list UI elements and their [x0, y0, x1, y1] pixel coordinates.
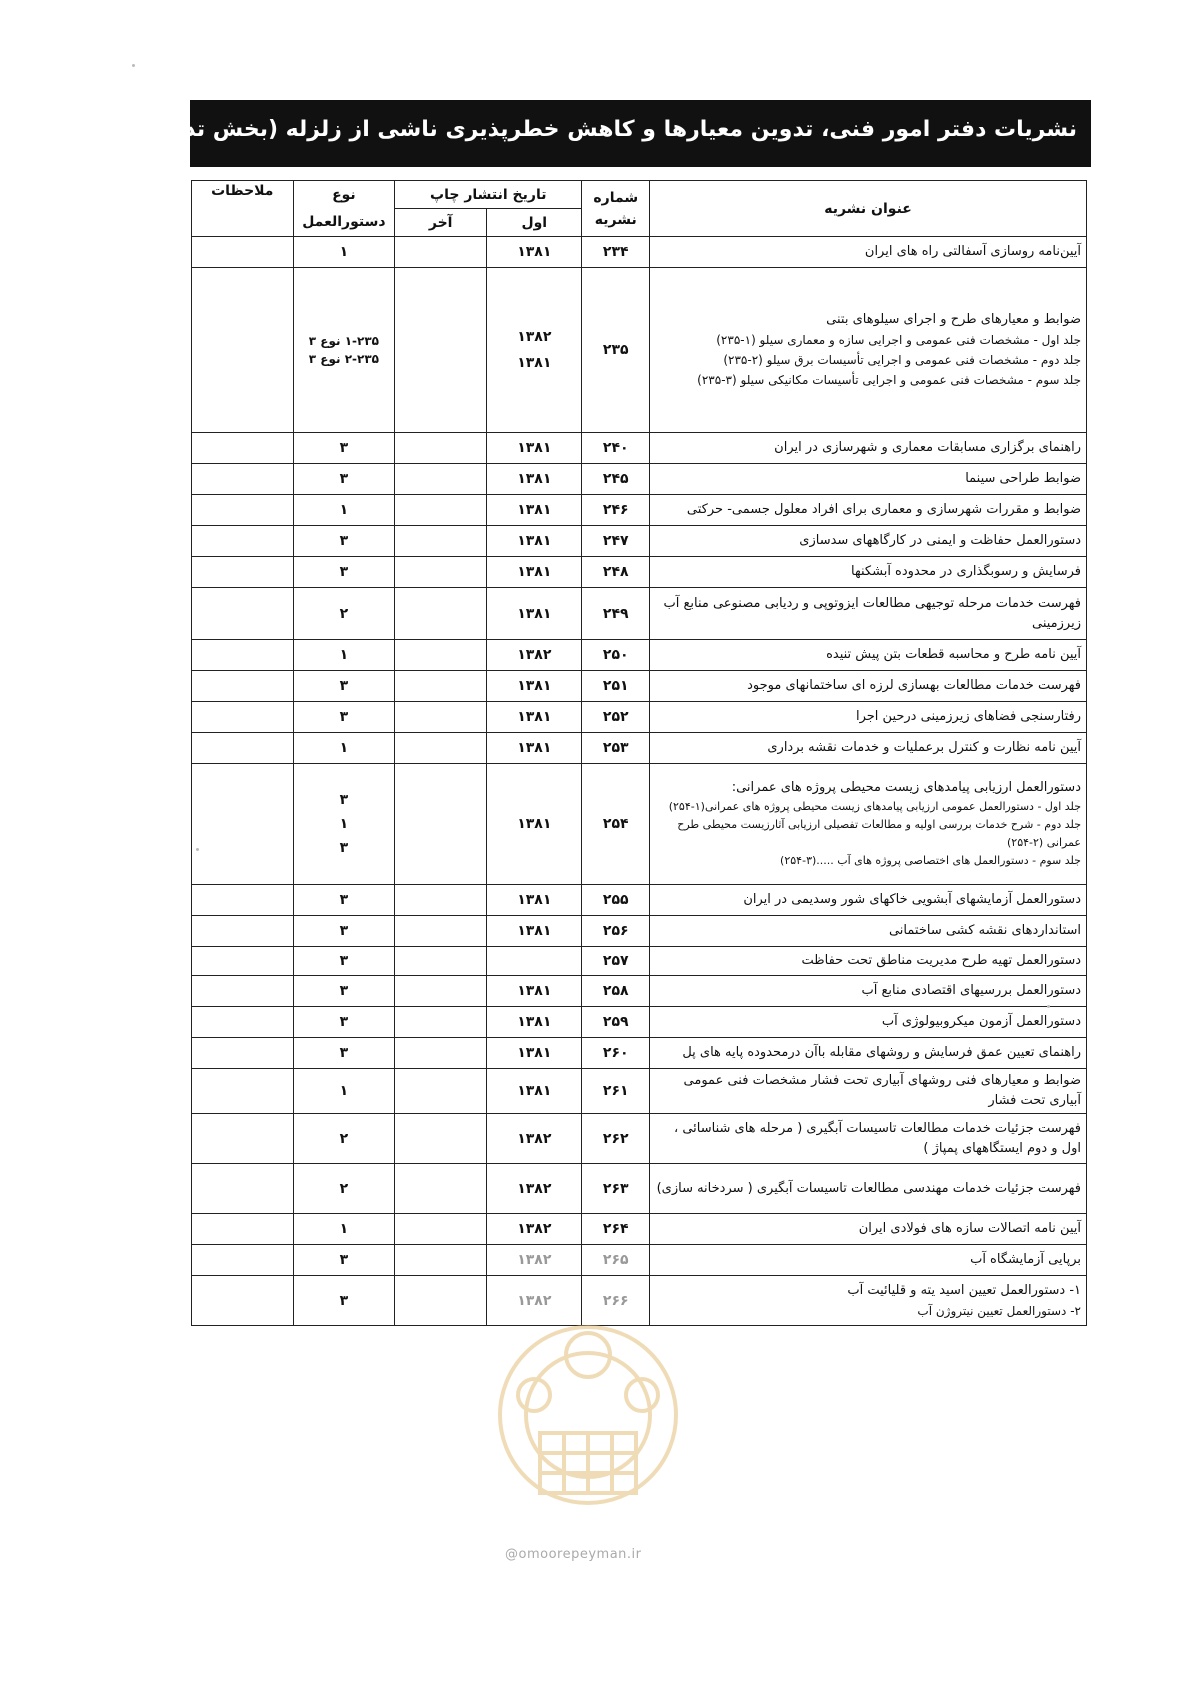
publication-title: [650, 640, 1087, 671]
type-value: ۳: [339, 471, 349, 487]
table-row: [192, 1007, 1087, 1038]
publication-number: ۲۶۴: [582, 1214, 650, 1245]
last-print-date: [395, 1214, 487, 1245]
publication-number: ۲۵۳: [582, 733, 650, 764]
instruction-type: [293, 1069, 395, 1114]
title-line: برپایی آزمایشگاه آب: [970, 1252, 1081, 1267]
table-row: [192, 976, 1087, 1007]
title-line: فهرست خدمات مرحله توجیهی مطالعات ایزوتوپی و ردیابی مصنوعی منابع آب زیرزمینی: [663, 595, 1081, 631]
table-row: [192, 671, 1087, 702]
notes-cell: [192, 916, 294, 947]
first-print-date: [487, 526, 582, 557]
type-value: ۱: [339, 647, 349, 663]
notes-cell: [192, 640, 294, 671]
title-line: ضوابط و معیارهای طرح و اجرای سیلوهای بتنی: [826, 312, 1081, 327]
type-value: ۳: [339, 564, 349, 580]
header-type-line1: نوع: [293, 181, 395, 209]
table-row: [192, 885, 1087, 916]
title-line: ضوابط و معیارهای فنی روشهای آبیاری تحت فشار مشخصات فنی عمومی آبیاری تحت فشار: [683, 1073, 1081, 1108]
type-value: ۲: [339, 1180, 349, 1197]
instruction-type: [293, 526, 395, 557]
publication-title: [650, 557, 1087, 588]
table-row: [192, 640, 1087, 671]
first-print-date: [487, 1069, 582, 1114]
last-print-date: [395, 671, 487, 702]
title-line: استانداردهای نقشه کشی ساختمانی: [888, 923, 1081, 938]
notes-cell: [192, 268, 294, 433]
first-print-date: [487, 916, 582, 947]
first-date-value: ۱۳۸۲: [517, 1221, 552, 1237]
notes-cell: [192, 1114, 294, 1164]
publication-number: ۲۳۴: [582, 237, 650, 268]
table-row: [192, 1038, 1087, 1069]
header-type-line2: دستورالعمل: [293, 209, 395, 237]
publication-title: [650, 1245, 1087, 1276]
publication-title: [650, 1214, 1087, 1245]
table-row: [192, 764, 1087, 885]
last-print-date: [395, 1276, 487, 1326]
instruction-type: [293, 671, 395, 702]
type-value: ۱: [339, 244, 349, 260]
title-line: دستورالعمل بررسیهای اقتصادی منابع آب: [861, 983, 1081, 998]
type-value: ۳: [339, 983, 349, 999]
table-row: [192, 433, 1087, 464]
first-date-value: ۱۳۸۲: [517, 647, 552, 663]
last-print-date: [395, 733, 487, 764]
table-body: [192, 237, 1087, 1326]
notes-cell: [192, 1245, 294, 1276]
notes-cell: [192, 764, 294, 885]
publication-number: ۲۴۰: [582, 433, 650, 464]
last-print-date: [395, 237, 487, 268]
table-row: [192, 464, 1087, 495]
title-line: دستورالعمل ارزیابی پیامدهای زیست محیطی پروژه های عمرانی:: [731, 780, 1081, 795]
notes-cell: [192, 671, 294, 702]
publication-title: [650, 947, 1087, 976]
notes-cell: [192, 1069, 294, 1114]
publication-number: ۲۵۲: [582, 702, 650, 733]
title-line: راهنمای برگزاری مسابقات معماری و شهرسازی در ایران: [774, 440, 1081, 455]
type-value: ۱: [339, 816, 349, 832]
type-value: ۳: [339, 892, 349, 908]
seal-logo-icon: [488, 1315, 688, 1530]
last-print-date: [395, 764, 487, 885]
publication-number: ۲۶۱: [582, 1069, 650, 1114]
notes-cell: [192, 702, 294, 733]
table-row: [192, 702, 1087, 733]
first-date-value: ۱۳۸۲: [517, 1180, 552, 1197]
last-print-date: [395, 1069, 487, 1114]
first-print-date: [487, 433, 582, 464]
table-row: [192, 237, 1087, 268]
title-line: آیین نامه نظارت و کنترل برعملیات و خدمات نقشه برداری: [767, 740, 1081, 755]
type-value: ۳: [339, 678, 349, 694]
first-date-value: ۱۳۸۱: [517, 740, 552, 756]
publication-title: [650, 433, 1087, 464]
title-line: فرسایش و رسوبگذاری در محدوده آبشکنها: [851, 564, 1081, 579]
last-print-date: [395, 702, 487, 733]
header-notes: ملاحظات: [192, 181, 294, 237]
instruction-type: [293, 433, 395, 464]
title-line: جلد اول - دستورالعمل عمومی ارزیابی پیامدهای زیست محیطی پروژه های عمرانی(۱-۲۵۴): [668, 800, 1081, 813]
last-print-date: [395, 433, 487, 464]
first-date-value: ۱۳۸۱: [517, 1083, 552, 1099]
type-value: ۳: [339, 1252, 349, 1268]
first-print-date: [487, 1164, 582, 1214]
title-line: جلد دوم - شرح خدمات بررسی اولیه و مطالعات تفصیلی ارزیابی آثارزیست محیطی طرح عمرانی (۲-۲۵۴): [677, 818, 1081, 849]
title-line: راهنمای تعیین عمق فرسایش و روشهای مقابله باآن درمحدوده پایه های پل: [682, 1045, 1081, 1060]
title-line: جلد سوم - مشخصات فنی عمومی و اجرایی تأسیسات مکانیکی سیلو (۳-۲۳۵): [697, 373, 1081, 387]
page-title: نشریات دفتر امور فنی، تدوین معیارها و کاهش خطرپذیری ناشی از زلزله (بخش تدوین معیارها): [45, 117, 1077, 142]
first-date-value: ۱۳۸۱: [517, 244, 552, 260]
last-print-date: [395, 947, 487, 976]
publication-number: ۲۳۵: [582, 268, 650, 433]
first-print-date: [487, 557, 582, 588]
title-line: آیین نامه طرح و محاسبه قطعات بتن پیش تنیده: [826, 647, 1081, 662]
notes-cell: [192, 588, 294, 640]
first-date-value: ۱۳۸۱: [517, 502, 552, 518]
type-value: ۳: [339, 1292, 349, 1309]
notes-cell: [192, 433, 294, 464]
title-line: آیین نامه اتصالات سازه های فولادی ایران: [858, 1221, 1081, 1236]
notes-cell: [192, 495, 294, 526]
notes-cell: [192, 557, 294, 588]
header-last: آخر: [395, 209, 487, 237]
last-print-date: [395, 557, 487, 588]
first-print-date: [487, 464, 582, 495]
publication-number: ۲۵۵: [582, 885, 650, 916]
instruction-type: [293, 1114, 395, 1164]
notes-cell: [192, 947, 294, 976]
header-number-line1: شماره: [593, 189, 639, 206]
last-print-date: [395, 916, 487, 947]
type-value: ۱: [339, 1221, 349, 1237]
instruction-type: [293, 268, 395, 433]
instruction-type: [293, 495, 395, 526]
first-date-value: ۱۳۸۲: [517, 1292, 552, 1309]
first-print-date: [487, 885, 582, 916]
publication-title: [650, 916, 1087, 947]
last-print-date: [395, 1114, 487, 1164]
header-number: [582, 181, 650, 237]
last-print-date: [395, 976, 487, 1007]
type-value: ۳: [339, 953, 349, 969]
table-row: [192, 947, 1087, 976]
instruction-type: [293, 1038, 395, 1069]
last-print-date: [395, 640, 487, 671]
publication-number: ۲۵۹: [582, 1007, 650, 1038]
table-row: [192, 526, 1087, 557]
first-print-date: [487, 947, 582, 976]
table-row: [192, 1114, 1087, 1164]
first-date-value: ۱۳۸۱: [517, 816, 552, 832]
first-date-value: ۱۳۸۲: [517, 1130, 552, 1147]
instruction-type: [293, 947, 395, 976]
last-print-date: [395, 526, 487, 557]
title-line: جلد اول - مشخصات فنی عمومی و اجرایی سازه و معماری سیلو (۱-۲۳۵): [716, 333, 1081, 347]
instruction-type: [293, 885, 395, 916]
publication-title: [650, 526, 1087, 557]
publication-number: ۲۴۹: [582, 588, 650, 640]
first-print-date: [487, 976, 582, 1007]
title-line: ۲- دستورالعمل تعیین نیتروژن آب: [917, 1303, 1081, 1318]
first-date-value: ۱۳۸۱: [517, 605, 552, 622]
table-header: [192, 181, 1087, 237]
first-date-value: ۱۳۸۱: [517, 1014, 552, 1030]
instruction-type: [293, 1007, 395, 1038]
table-row: [192, 1069, 1087, 1114]
publication-title: [650, 976, 1087, 1007]
publication-number: ۲۵۷: [582, 947, 650, 976]
instruction-type: [293, 464, 395, 495]
table-row: [192, 1245, 1087, 1276]
first-print-date: [487, 495, 582, 526]
table-row: [192, 1164, 1087, 1214]
first-date-value: ۱۳۸۲: [517, 1252, 552, 1268]
instruction-type: [293, 733, 395, 764]
publication-number: ۲۶۵: [582, 1245, 650, 1276]
publication-title: [650, 671, 1087, 702]
type-value: ۱-۲۳۵ نوع ۳: [308, 334, 379, 348]
type-value: ۳: [339, 840, 349, 856]
type-value: ۱: [339, 740, 349, 756]
table-row: [192, 268, 1087, 433]
publication-number: ۲۵۰: [582, 640, 650, 671]
first-print-date: [487, 702, 582, 733]
notes-cell: [192, 464, 294, 495]
last-print-date: [395, 495, 487, 526]
publications-table: [191, 180, 1087, 1326]
table-row: [192, 588, 1087, 640]
publication-number: ۲۴۶: [582, 495, 650, 526]
first-date-value: ۱۳۸۱: [517, 533, 552, 549]
publication-number: ۲۶۲: [582, 1114, 650, 1164]
type-value: ۳: [339, 1045, 349, 1061]
instruction-type: [293, 1164, 395, 1214]
first-date-value: ۱۳۸۱: [517, 923, 552, 939]
last-print-date: [395, 1038, 487, 1069]
instruction-type: [293, 702, 395, 733]
last-print-date: [395, 588, 487, 640]
publication-title: [650, 268, 1087, 433]
header-first: اول: [487, 209, 582, 237]
publication-number: ۲۵۶: [582, 916, 650, 947]
notes-cell: [192, 237, 294, 268]
instruction-type: [293, 237, 395, 268]
page-title-banner: [45, 100, 1091, 167]
last-print-date: [395, 1007, 487, 1038]
title-line: دستورالعمل تهیه طرح مدیریت مناطق تحت حفاظت: [801, 953, 1081, 968]
first-date-value: ۱۳۸۱: [517, 892, 552, 908]
watermark-text: @omoorepeyman.ir: [505, 1547, 642, 1562]
first-print-date: [487, 640, 582, 671]
last-print-date: [395, 885, 487, 916]
first-date-value: ۱۳۸۱: [517, 440, 552, 456]
publication-title: [650, 733, 1087, 764]
first-date-value: ۱۳۸۱: [517, 1045, 552, 1061]
title-line: فهرست خدمات مطالعات بهسازی لرزه ای ساختمانهای موجود: [747, 678, 1081, 693]
last-print-date: [395, 1164, 487, 1214]
type-value: ۳: [339, 440, 349, 456]
instruction-type: [293, 557, 395, 588]
header-date-group: تاریخ انتشار چاپ: [395, 181, 582, 209]
notes-cell: [192, 885, 294, 916]
instruction-type: [293, 976, 395, 1007]
publication-number: ۲۴۸: [582, 557, 650, 588]
first-print-date: [487, 733, 582, 764]
publication-title: [650, 237, 1087, 268]
first-print-date: [487, 764, 582, 885]
table-row: [192, 557, 1087, 588]
type-value: ۳: [339, 533, 349, 549]
publication-title: [650, 1038, 1087, 1069]
notes-cell: [192, 1276, 294, 1326]
instruction-type: [293, 916, 395, 947]
publication-title: [650, 464, 1087, 495]
type-value: ۳: [339, 792, 349, 808]
type-value: ۳: [339, 923, 349, 939]
first-date-value: ۱۳۸۱: [517, 678, 552, 694]
publication-title: [650, 885, 1087, 916]
publication-title: [650, 1007, 1087, 1038]
title-line: جلد سوم - دستورالعمل های اختصاصی پروژه های آب .....(۳-۲۵۴): [780, 854, 1081, 867]
notes-cell: [192, 1038, 294, 1069]
instruction-type: [293, 588, 395, 640]
notes-cell: [192, 1214, 294, 1245]
type-value: ۱: [339, 1083, 349, 1099]
last-print-date: [395, 268, 487, 433]
publication-number: ۲۶۰: [582, 1038, 650, 1069]
last-print-date: [395, 464, 487, 495]
publication-title: [650, 1069, 1087, 1114]
first-date-value: ۱۳۸۱: [517, 709, 552, 725]
instruction-type: [293, 1214, 395, 1245]
publication-title: [650, 588, 1087, 640]
first-print-date: [487, 1214, 582, 1245]
first-print-date: [487, 671, 582, 702]
first-print-date: [487, 1007, 582, 1038]
first-date-value: ۱۳۸۲: [517, 329, 552, 345]
first-date-value: ۱۳۸۱: [517, 983, 552, 999]
publication-number: ۲۴۷: [582, 526, 650, 557]
type-value: ۲: [339, 1130, 349, 1147]
publication-title: [650, 495, 1087, 526]
notes-cell: [192, 1007, 294, 1038]
first-print-date: [487, 1038, 582, 1069]
title-line: دستورالعمل حفاظت و ایمنی در کارگاههای سدسازی: [799, 533, 1081, 548]
first-date-value: ۱۳۸۱: [517, 355, 552, 371]
publication-number: ۲۵۸: [582, 976, 650, 1007]
table-row: [192, 733, 1087, 764]
notes-cell: [192, 526, 294, 557]
first-date-value: ۱۳۸۱: [517, 471, 552, 487]
title-line: دستورالعمل آزمایشهای آبشویی خاکهای شور وسدیمی در ایران: [743, 892, 1081, 907]
instruction-type: [293, 1245, 395, 1276]
first-print-date: [487, 237, 582, 268]
title-line: ضوابط طراحی سینما: [965, 471, 1081, 486]
publication-title: [650, 1276, 1087, 1326]
title-line: ضوابط و مقررات شهرسازی و معماری برای افراد معلول جسمی- حرکتی: [686, 502, 1081, 517]
first-print-date: [487, 1114, 582, 1164]
type-value: ۲: [339, 605, 349, 622]
title-line: آیین‌نامه روسازی آسفالتی راه های ایران: [864, 244, 1081, 259]
instruction-type: [293, 1276, 395, 1326]
title-line: رفتارسنجی فضاهای زیرزمینی درحین اجرا: [855, 709, 1081, 724]
first-print-date: [487, 268, 582, 433]
first-date-value: ۱۳۸۱: [517, 564, 552, 580]
publication-title: [650, 702, 1087, 733]
table-row: [192, 916, 1087, 947]
title-line: ۱- دستورالعمل تعیین اسید یته و قلیائیت آب: [847, 1282, 1081, 1298]
publication-number: ۲۵۱: [582, 671, 650, 702]
type-value: ۳: [339, 1014, 349, 1030]
type-value: ۱: [339, 502, 349, 518]
first-print-date: [487, 588, 582, 640]
publication-number: ۲۵۴: [582, 764, 650, 885]
table-row: [192, 495, 1087, 526]
notes-cell: [192, 976, 294, 1007]
notes-cell: [192, 733, 294, 764]
type-value: ۳: [339, 709, 349, 725]
table-row: [192, 1214, 1087, 1245]
header-number-line2: نشریه: [594, 211, 637, 228]
publication-number: ۲۶۳: [582, 1164, 650, 1214]
notes-cell: [192, 1164, 294, 1214]
header-title: عنوان نشریه: [650, 181, 1087, 237]
first-print-date: [487, 1245, 582, 1276]
title-line: فهرست جزئیات خدمات مهندسی مطالعات تاسیسات آبگیری ( سردخانه سازی): [656, 1180, 1081, 1196]
last-print-date: [395, 1245, 487, 1276]
title-line: دستورالعمل آزمون میکروبیولوژی آب: [881, 1014, 1081, 1029]
publication-title: [650, 1114, 1087, 1164]
title-line: فهرست جزئیات خدمات مطالعات تاسیسات آبگیری ( مرحله های شناسائی ، اول و دوم ایستگاههای پمپاژ ): [673, 1120, 1081, 1156]
instruction-type: [293, 640, 395, 671]
publication-number: ۲۶۶: [582, 1276, 650, 1326]
instruction-type: [293, 764, 395, 885]
type-value: ۲-۲۳۵ نوع ۳: [308, 352, 379, 366]
publication-title: [650, 1164, 1087, 1214]
publication-title: [650, 764, 1087, 885]
title-line: جلد دوم - مشخصات فنی عمومی و اجرایی تأسیسات برق سیلو (۲-۲۳۵): [723, 353, 1081, 367]
publication-number: ۲۴۵: [582, 464, 650, 495]
